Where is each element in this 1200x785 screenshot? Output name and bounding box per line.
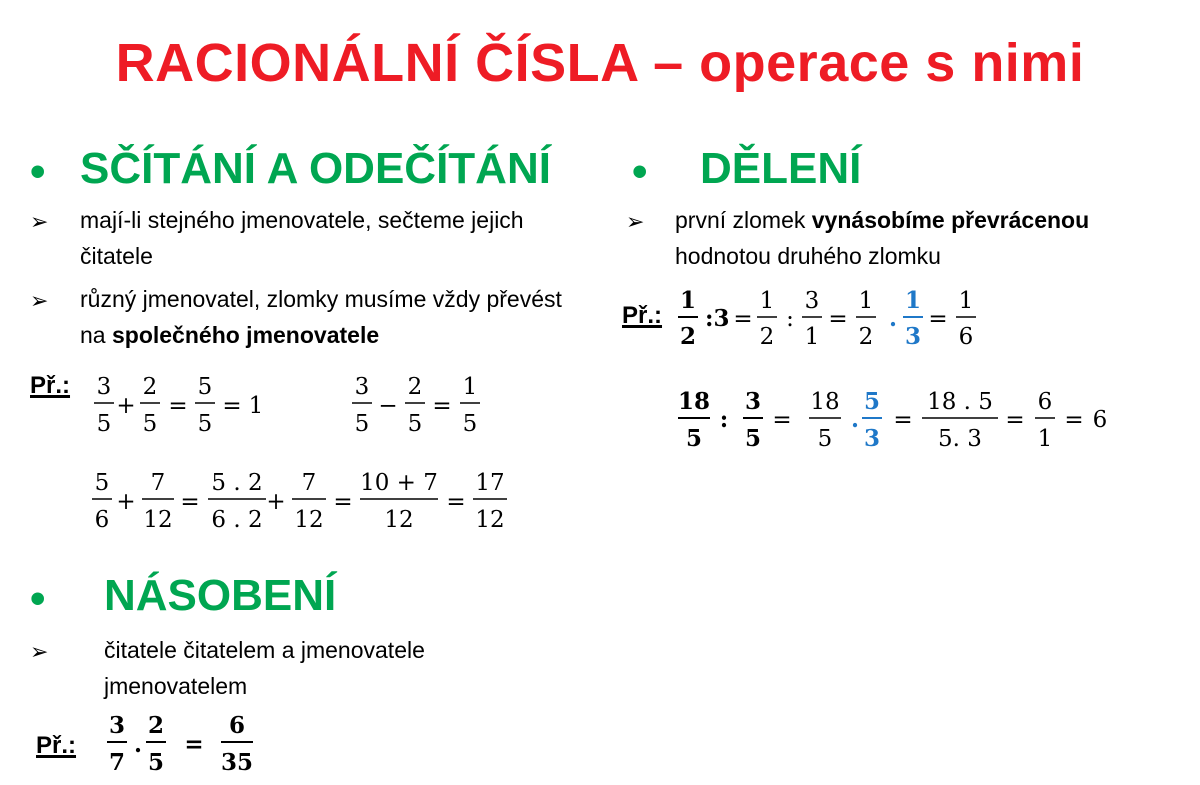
rule-emphasis: společného jmenovatele	[111, 322, 380, 348]
formula-add-same-denominator	[94, 374, 263, 437]
equals: =	[733, 306, 753, 332]
bullet-icon: •	[30, 147, 46, 196]
formula-multiplication	[107, 712, 253, 776]
numerator: 1	[958, 288, 974, 314]
denominator: 2	[759, 324, 775, 350]
equals: =	[446, 489, 466, 515]
denominator: 5	[147, 749, 165, 776]
denominator: 5	[685, 425, 703, 452]
page-title: RACIONÁLNÍ ČÍSLA – operace s nimi	[115, 33, 1085, 93]
numerator: 10 + 7	[360, 470, 438, 496]
operator: :	[719, 406, 729, 433]
numerator: 18	[677, 388, 711, 415]
numerator: 7	[301, 470, 317, 496]
rule-text: první zlomek	[675, 207, 812, 233]
equals: =	[222, 393, 242, 419]
denominator: 2	[679, 323, 697, 350]
rule-division	[675, 202, 1175, 274]
rule-emphasis: vynásobíme převrácenou	[811, 207, 1090, 233]
heading-division: DĚLENÍ	[700, 144, 862, 193]
operator: .	[133, 731, 143, 758]
denominator: 5	[744, 425, 762, 452]
operator: +	[116, 393, 136, 419]
numerator: 5 . 2	[211, 470, 263, 496]
numerator: 1	[679, 287, 697, 314]
numerator: 3	[108, 712, 126, 739]
numerator: 5	[863, 388, 881, 415]
denominator: 5	[407, 411, 423, 437]
arrow-bullet-icon: ➢	[30, 639, 49, 664]
denominator: 5	[817, 426, 833, 452]
divisor-integer: :3	[705, 305, 730, 332]
denominator: 5. 3	[938, 426, 982, 452]
operator: +	[266, 489, 286, 515]
numerator: 6	[1037, 389, 1053, 415]
formula-division-integer	[678, 287, 976, 350]
formula-subtract-same-denominator	[352, 374, 480, 437]
equals: =	[432, 393, 452, 419]
operator: .	[850, 406, 860, 433]
bullet-icon: •	[30, 574, 46, 623]
denominator: 1	[1037, 426, 1053, 452]
numerator: 3	[354, 374, 370, 400]
denominator: 2	[858, 324, 874, 350]
rule-same-denominator: mají-li stejného jmenovatele, sečteme jejich čitatele	[80, 207, 524, 269]
operator: :	[786, 306, 794, 332]
equals: =	[333, 489, 353, 515]
rule-text: hodnotou druhého zlomku	[675, 243, 941, 269]
equals: =	[184, 731, 204, 758]
denominator: 12	[384, 507, 414, 533]
rule-text: různý jmenovatel, zlomky musíme vždy převést na	[80, 286, 562, 348]
arrow-bullet-icon: ➢	[626, 209, 645, 234]
numerator: 3	[96, 374, 112, 400]
numerator: 3	[804, 288, 820, 314]
arrow-bullet-icon: ➢	[30, 288, 49, 313]
operator: .	[888, 305, 898, 332]
denominator: 5	[197, 411, 213, 437]
denominator: 5	[354, 411, 370, 437]
denominator: 35	[220, 749, 254, 776]
formula-division-fractions	[678, 388, 1107, 452]
operator: −	[378, 393, 398, 419]
arrow-bullet-icon: ➢	[30, 209, 49, 234]
numerator: 2	[407, 374, 423, 400]
denominator: 5	[462, 411, 478, 437]
example-label: Př.:	[30, 372, 71, 399]
operator: +	[116, 489, 136, 515]
example-label: Př.:	[622, 302, 663, 329]
equals: =	[772, 407, 792, 433]
denominator: 12	[294, 507, 324, 533]
denominator: 3	[904, 323, 922, 350]
numerator: 6	[228, 712, 246, 739]
equals: =	[928, 306, 948, 332]
numerator: 2	[142, 374, 158, 400]
rule-multiplication: čitatele čitatelem a jmenovatele jmenovatelem	[104, 637, 425, 699]
numerator: 17	[475, 470, 505, 496]
equals: =	[893, 407, 913, 433]
denominator: 7	[108, 749, 126, 776]
numerator: 18	[810, 389, 840, 415]
denominator: 3	[863, 425, 881, 452]
numerator: 5	[94, 470, 110, 496]
denominator: 5	[96, 411, 112, 437]
formula-add-different-denominator	[92, 470, 507, 533]
numerator: 7	[150, 470, 166, 496]
denominator: 6 . 2	[211, 507, 263, 533]
numerator: 5	[197, 374, 213, 400]
numerator: 1	[759, 288, 775, 314]
numerator: 1	[462, 374, 478, 400]
denominator: 5	[142, 411, 158, 437]
denominator: 6	[94, 507, 110, 533]
denominator: 12	[475, 507, 505, 533]
equals: =	[828, 306, 848, 332]
numerator: 3	[744, 388, 762, 415]
equals: =	[1064, 407, 1084, 433]
heading-addition: SČÍTÁNÍ A ODEČÍTÁNÍ	[80, 144, 551, 193]
denominator: 12	[143, 507, 173, 533]
numerator: 18 . 5	[927, 389, 993, 415]
denominator: 6	[958, 324, 974, 350]
example-label: Př.:	[36, 732, 77, 759]
heading-multiplication: NÁSOBENÍ	[104, 571, 337, 620]
equals: =	[1005, 407, 1025, 433]
numerator: 1	[858, 288, 874, 314]
denominator: 1	[804, 324, 820, 350]
equals: =	[180, 489, 200, 515]
equals: =	[168, 393, 188, 419]
result: 6	[1092, 407, 1108, 433]
bullet-icon: •	[632, 147, 648, 196]
numerator: 2	[147, 712, 165, 739]
result: 1	[248, 393, 264, 419]
numerator: 1	[904, 287, 922, 314]
